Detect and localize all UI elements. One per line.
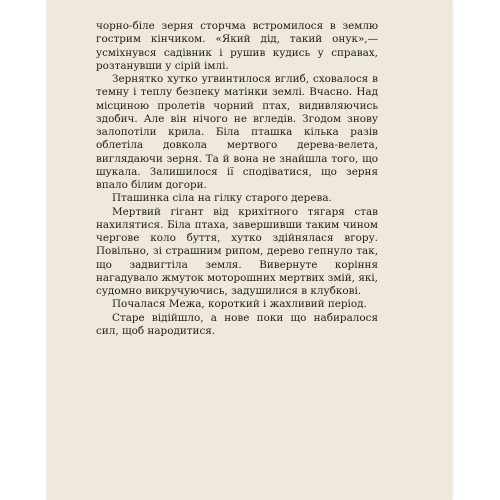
paragraph-5: Почалася Межа, короткий і жахливий період.: [112, 298, 367, 311]
paragraph-3: Пташинка сіла на гілку старого дерева.: [112, 192, 332, 205]
paragraph-4: Мертвий гігант від крихітного тягаря став нахилятися. Біла птаха, завершивши таким чином чергове коло буття, хутко здійнялася вгору. Повільно, зі страшним рипом, дерево гепнуло так, що задвигтіла земля. Вивернуте коріння нагадувало жмуток моторошних мертвих змій, які, судомно викручуючись, задушилися в клубкові.: [96, 205, 378, 297]
paragraph-2: Зернятко хутко угвинтилося вглиб, сховалося в темну і теплу безпеку матінки землі. Вчасно. Над місциною пролетів чорний птах, видивляючись здобич. Але він нічого не вгледів. Згодом знову залопотіли крила. Біла пташка кілька разів облетіла довкола мертвого дерева-велета, виглядаючи зерня. Та й вона не знайшла того, що шукала. Залишилося ії сподіватися, що зерня впало білим догори.: [96, 73, 378, 191]
paragraph-1: чорно-біле зерня сторчма встромилося в землю гострим кінчиком. «Який дід, такий онук»,— усміхнувся садівник і рушив кудись у справах, розтанувши у сірій імлі.: [96, 20, 378, 72]
paragraph-6: Старе відійшло, а нове поки що набиралося сил, щоб народитися.: [96, 311, 378, 337]
page-text: [96, 20, 378, 338]
